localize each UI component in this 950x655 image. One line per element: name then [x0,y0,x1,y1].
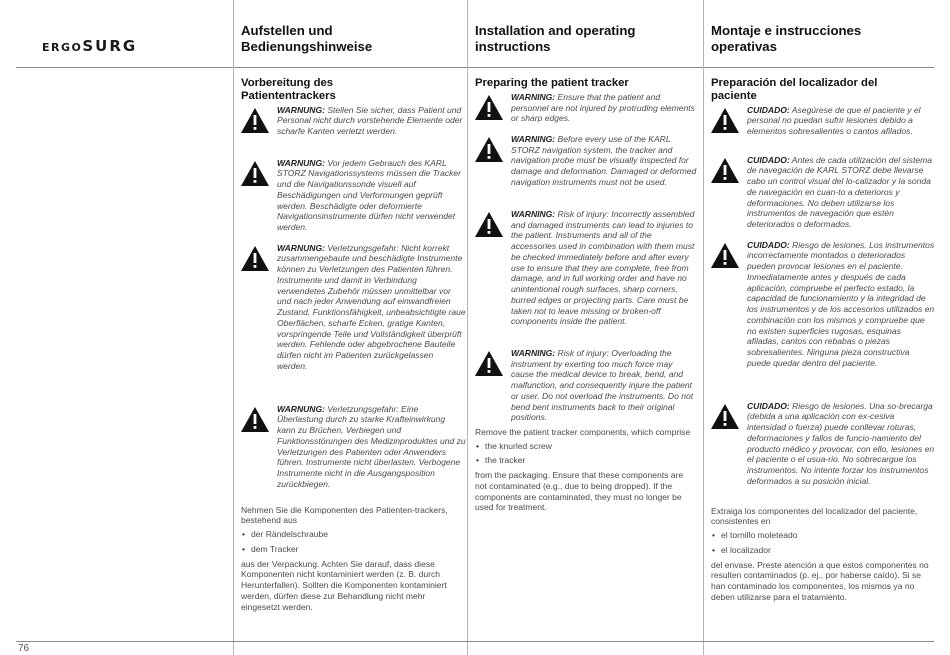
column-english [475,77,697,513]
logo-suffix: SURG [82,37,138,55]
warning-icon [711,108,739,133]
section-title [241,77,466,103]
warning-text: Asegúrese de que el paciente y el personal no puedan sufrir lesiones debido a elementos sobresalientes o cantos afilados. [747,104,921,137]
header-line: Installation and operating [475,23,636,38]
title-line: Preparación del localizador del [711,77,878,89]
outro-text: aus der Verpackung. Achten Sie darauf, dass diese Komponenten nicht kontaminiert werden (z. B. durch Herunterfallen). Sollten die Komponenten kontaminiert werden, dürfen diese zur Behandlung nicht mehr eingesetzt werden. [241,558,447,612]
header-line: instructions [475,38,551,54]
header-line: Aufstellen und [241,23,333,38]
warning-icon [241,161,269,186]
warning-icon [241,108,269,133]
warning-label: WARNING: [511,208,556,219]
warning-block [241,105,466,158]
header-english [475,23,635,54]
warning-block [711,155,935,240]
warning-icon [241,246,269,271]
warning-text: Risk of injury: Overloading the instrument by exerting too much force may cause the medical device to break, bend, and malfunction, and consequently injure the patient or user. Do not overload the instruments. Do not bend bent instruments back to their original positions. [511,347,694,423]
bottom-divider [16,641,934,642]
page-number: 76 [18,643,30,654]
list-item: • der Rändelschraube [241,529,466,540]
header-german [241,23,372,54]
logo-prefix: ERGO [42,41,83,54]
ergosurg-logo [42,36,137,55]
warning-label: WARNING: [511,347,556,358]
intro-text: Remove the patient tracker components, which comprise [475,426,691,437]
warning-label: WARNING: [511,91,556,102]
warning-label: WARNUNG: [277,104,325,115]
list-item: • el tornillo moleteado [711,530,935,541]
intro-text: Extraiga los componentes del localizador del paciente, consistentes en [711,505,918,527]
warning-icon [475,212,503,237]
title-line: paciente [711,89,757,102]
warning-text: Stellen Sie sicher, dass Patient und Personal nicht durch vorstehende Elemente oder scharfe Kanten verletzt werden. [277,104,463,137]
warning-text: Verletzungsgefahr: Eine Überlastung durch zu starke Krafteinwirkung kann zu Brüchen, Verbiegen und Funktionsstörungen des Medizinproduktes und zu Verletzungen des Patienten oder Anwenders führen. Instrumente nicht überlasten. Verbogene Instrumente nicht in die Ausgangsposition zurückbiegen. [277,403,466,489]
top-divider [16,67,934,68]
warning-label: WARNING: [511,133,556,144]
warning-icon [475,95,503,120]
warning-text: Risk of injury: Incorrectly assembled and damaged instruments can lead to injuries to the patient. Instruments and all of the accessories used in combination with them must be checked immediately before and after every use to ensure that they are complete, free from damage, and in full working order and have no unintentional rough surfaces, sharp corners, burred edges or projecting parts. Care must be taken not to leave missing or broken-off components inside the patient. [511,208,695,327]
column-spanish [711,77,935,603]
component-list [475,441,697,467]
warning-block [475,92,697,134]
warning-text: Ensure that the patient and personnel are not injured by protruding elements or sharp edges. [511,91,695,124]
intro-text: Nehmen Sie die Komponenten des Patienten-trackers, bestehend aus [241,504,448,526]
header-line: Bedienungshinweise [241,38,373,54]
warning-icon [475,137,503,162]
warning-block [475,134,697,209]
component-list [711,530,935,556]
warning-text: Vor jedem Gebrauch des KARL STORZ Navigationssystems müssen die Tracker und die Navigationssonde visuell auf Beschädigungen und Verformungen geprüft werden. Beschädigte oder deformierte Navigationsinstrumente dürfen nicht verwendet werden. [277,157,461,233]
warning-text: Riesgo de lesiones. Una so-brecarga (debida a una aplicación con ex-cesiva intensidad o fuerza) puede conllevar roturas, deformaciones y fallos de funcio-namiento del producto médico y provocar, con ello, lesiones en el paciente o el usua-rio. No sobrecargue los instrumentos. No intente forzar los instrumentos deformados a su posición inicial. [747,400,935,486]
warning-label: WARNUNG: [277,403,325,414]
header-line: Montaje e instrucciones [711,23,862,38]
warning-icon [241,407,269,432]
list-item: • el localizador [711,545,935,556]
warning-block [711,105,935,155]
section-title [475,77,697,90]
warning-block [241,158,466,243]
warning-text: Riesgo de lesiones. Los instrumentos incorrectamente montados o deteriorados pueden provocar lesiones en el paciente. Inmediatamente antes y después de cada aplicación, compruebe el perfecto estado, la capacidad de funcionamiento y la integridad de los instrumentos y de los accesorios utilizados en combinación con los mismos y compruebe que no existen superficies rugosas, esquinas afiladas, cantos con rebabas o piezas sobresalientes. Ninguna pieza constructiva puede quedar dentro del paciente. [747,239,935,368]
warning-label: CUIDADO: [747,239,790,250]
section-title [711,77,935,103]
warning-block [241,404,466,505]
warning-block [711,401,935,506]
title-line: Patiententrackers [241,89,336,102]
column-divider [467,0,468,655]
warning-block [241,243,466,404]
warning-icon [711,158,739,183]
outro-text: del envase. Preste atención a que estos componentes no resulten contaminados (p. ej., por haberse caído). Si se han contaminado los componentes, los mismos ya no deben utilizarse para el tratamiento. [711,559,929,602]
warning-text: Verletzungsgefahr: Nicht korrekt zusammengebaute und beschädigte Instrumente können zu Verletzungen des Patienten führen. Instrumente und damit in Verbindung verwendetes Zubehör müssen unmittelbar vor und nach jeder Anwendung auf einwandfreien Zustand, Funktionsfähigkeit, unbeabsichtigte raue Oberflächen, scharfe Ecken, gratige Kanten, vorspringende Teile und Vollständigkeit überprüft werden. Fehlende oder abgebrochene Bauteile dürfen nicht im Patienten zurückgelassen werden. [277,242,466,371]
outro-text: from the packaging. Ensure that these components are not contaminated (e.g., due to being dropped). If the components are contaminated, they must no longer be used for treatment. [475,470,684,513]
list-item: • the knurled screw [475,441,697,452]
list-item: • the tracker [475,455,697,466]
header-line: operativas [711,38,777,54]
warning-label: CUIDADO: [747,400,790,411]
warning-label: WARNUNG: [277,157,325,168]
warning-text: Antes de cada utilización del sistema de navegación de KARL STORZ debe llevarse cabo un control visual del lo-calizador y la sonda de navegación en cuan-to a deterioros y deformaciones. No deben utilizarse los instrumentos de navegación que estén deteriorados o deformados. [747,154,932,230]
warning-icon [711,404,739,429]
column-divider [703,0,704,655]
column-german [241,77,466,612]
component-list [241,529,466,555]
column-divider [233,0,234,655]
warning-block [475,209,697,348]
warning-label: CUIDADO: [747,154,790,165]
warning-icon [711,243,739,268]
title-line: Vorbereitung des [241,77,334,89]
title-line: Preparing the patient tracker [475,77,629,89]
list-item: • dem Tracker [241,544,466,555]
warning-icon [475,351,503,376]
warning-label: WARNUNG: [277,242,325,253]
warning-block [475,348,697,427]
warning-text: Before every use of the KARL STORZ navigation system, the tracker and navigation probe must be visually inspected for damage and deformation. Damaged or deformed navigation instruments must not be used. [511,133,697,187]
header-spanish [711,23,861,54]
warning-label: CUIDADO: [747,104,790,115]
warning-block [711,240,935,401]
